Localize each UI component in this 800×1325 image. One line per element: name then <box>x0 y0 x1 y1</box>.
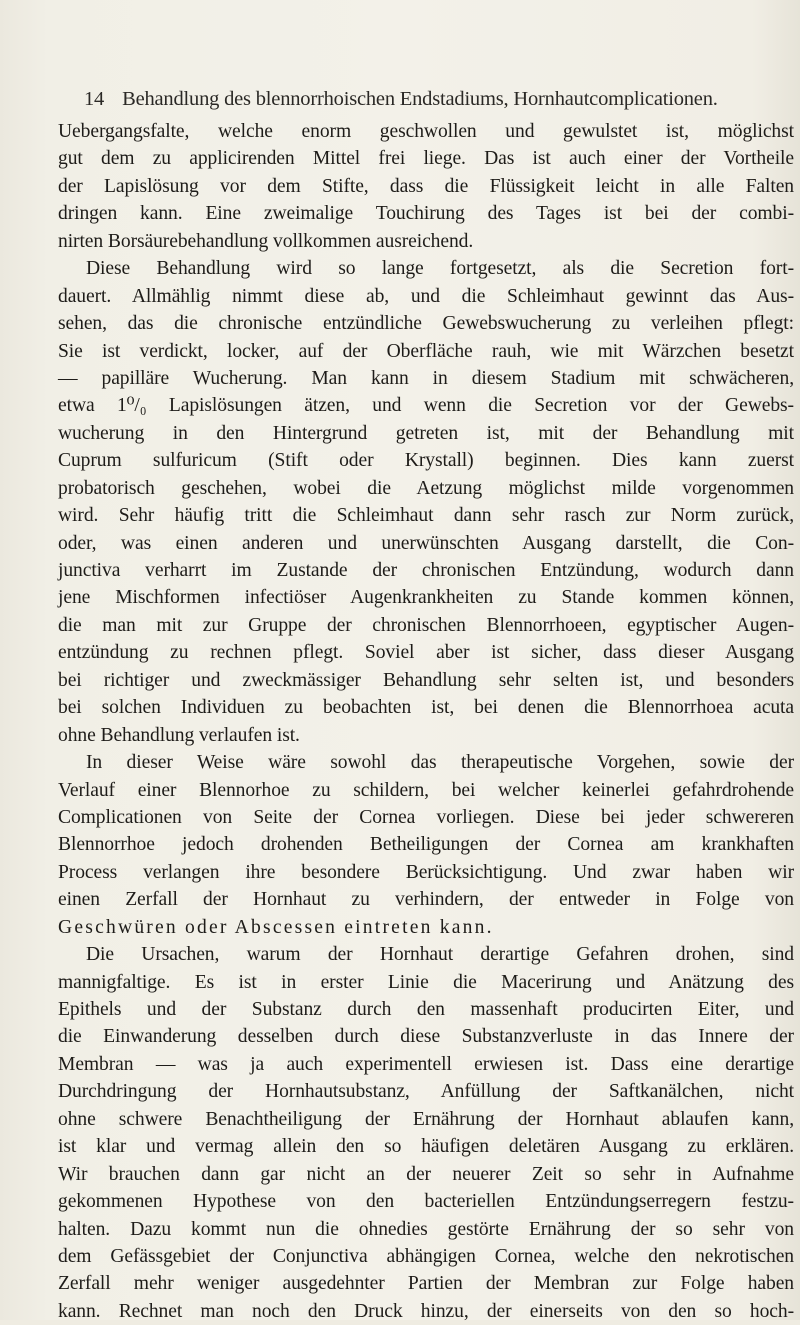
body-text <box>58 118 794 1325</box>
text-line: der Lapislösung vor dem Stifte, dass die Flüssigkeit leicht in alle Falten <box>58 175 794 197</box>
text-line: bei solchen Individuen zu beobachten ist, bei denen die Blennorrhoea acuta <box>58 697 794 719</box>
text-line: Zerfall mehr weniger ausgedehnter Partien der Membran zur Folge haben <box>58 1273 794 1295</box>
text-line: Membran — was ja auch experimentell erwiesen ist. Dass eine derartige <box>58 1053 794 1075</box>
text-line: Cuprum sulfuricum (Stift oder Krystall) beginnen. Dies kann zuerst <box>58 450 794 472</box>
text-line: — papilläre Wucherung. Man kann in diesem Stadium mit schwächeren, <box>58 367 794 389</box>
text-line: Process verlangen ihre besondere Berücksichtigung. Und zwar haben wir <box>58 861 794 883</box>
text-line: wird. Sehr häufig tritt die Schleimhaut dann sehr rasch zur Norm zurück, <box>58 505 794 527</box>
text-line: nirten Borsäurebehandlung vollkommen ausreichend. <box>58 230 474 252</box>
text-line: Geschwüren oder Abscessen eintreten kann. <box>58 916 494 938</box>
text-line: einen Zerfall der Hornhaut zu verhindern, der entweder in Folge von <box>58 889 794 911</box>
text-line: Durchdringung der Hornhautsubstanz, Anfüllung der Saftkanälchen, nicht <box>58 1081 794 1103</box>
text-line: etwa 1⁰/₀ Lapislösungen ätzen, und wenn die Secretion vor der Gewebs- <box>58 395 794 417</box>
text-line: Diese Behandlung wird so lange fortgesetzt, als die Secretion fort- <box>86 258 794 280</box>
text-line: Verlauf einer Blennorhoe zu schildern, bei welcher keinerlei gefahrdrohende <box>58 779 794 801</box>
text-line: dem Gefässgebiet der Conjunctiva abhängigen Cornea, welche den nekrotischen <box>58 1245 794 1267</box>
text-line: In dieser Weise wäre sowohl das therapeutische Vorgehen, sowie der <box>86 752 794 774</box>
text-line: bei richtiger und zweckmässiger Behandlung sehr selten ist, und besonders <box>58 669 794 691</box>
text-line: Complicationen von Seite der Cornea vorliegen. Diese bei jeder schwereren <box>58 806 794 828</box>
text-line: Wir brauchen dann gar nicht an der neuerer Zeit so sehr in Aufnahme <box>58 1163 794 1185</box>
text-line: jene Mischformen infectiöser Augenkrankheiten zu Stande kommen können, <box>58 587 794 609</box>
text-line: kann. Rechnet man noch den Druck hinzu, der einerseits von den so hoch- <box>58 1300 794 1322</box>
text-line: halten. Dazu kommt nun die ohnedies gestörte Ernährung der so sehr von <box>58 1218 794 1240</box>
running-title: Behandlung des blennorrhoischen Endstadiums, Hornhautcomplicationen. <box>122 88 718 110</box>
text-line: Sie ist verdickt, locker, auf der Oberfläche rauh, wie mit Wärzchen besetzt <box>58 340 794 362</box>
page-number: 14 <box>84 88 105 110</box>
text-line: ohne schwere Benachtheiligung der Ernährung der Hornhaut ablaufen kann, <box>58 1108 794 1130</box>
text-line: ist klar und vermag allein den so häufigen deletären Ausgang zu erklären. <box>58 1136 794 1158</box>
text-line: probatorisch geschehen, wobei die Aetzung möglichst milde vorgenommen <box>58 477 794 499</box>
text-line: mannigfaltige. Es ist in erster Linie die Macerirung und Anätzung des <box>58 971 794 993</box>
text-line: die Einwanderung desselben durch diese Substanzverluste in das Innere der <box>58 1026 794 1048</box>
text-line: oder, was einen anderen und unerwünschten Ausgang darstellt, die Con- <box>58 532 794 554</box>
text-line: Uebergangsfalte, welche enorm geschwollen und gewulstet ist, möglichst <box>58 121 794 142</box>
text-line: gekommenen Hypothese von den bacteriellen Entzündungserregern festzu- <box>58 1191 794 1213</box>
text-line: dringen kann. Eine zweimalige Touchirung des Tages ist bei der combi- <box>58 203 794 225</box>
running-header <box>84 84 774 114</box>
text-line: Die Ursachen, warum der Hornhaut derartige Gefahren drohen, sind <box>86 944 794 966</box>
text-line: Epithels und der Substanz durch den massenhaft producirten Eiter, und <box>58 999 794 1020</box>
text-line: die man mit zur Gruppe der chronischen Blennorrhoeen, egyptischer Augen- <box>58 614 794 636</box>
text-line: wucherung in den Hintergrund getreten ist, mit der Behandlung mit <box>58 422 794 444</box>
text-line: sehen, das die chronische entzündliche Gewebswucherung zu verleihen pflegt: <box>58 313 794 335</box>
text-line: entzündung zu rechnen pflegt. Soviel aber ist sicher, dass dieser Ausgang <box>58 642 794 664</box>
text-line: dauert. Allmählig nimmt diese ab, und die Schleimhaut gewinnt das Aus- <box>58 285 794 307</box>
text-line: gut dem zu applicirenden Mittel frei liege. Das ist auch einer der Vortheile <box>58 148 794 170</box>
text-line: ohne Behandlung verlaufen ist. <box>58 724 300 746</box>
text-line: junctiva verharrt im Zustande der chronischen Entzündung, wodurch dann <box>58 560 794 581</box>
text-line: Blennorrhoe jedoch drohenden Betheiligungen der Cornea am krankhaften <box>58 834 794 856</box>
